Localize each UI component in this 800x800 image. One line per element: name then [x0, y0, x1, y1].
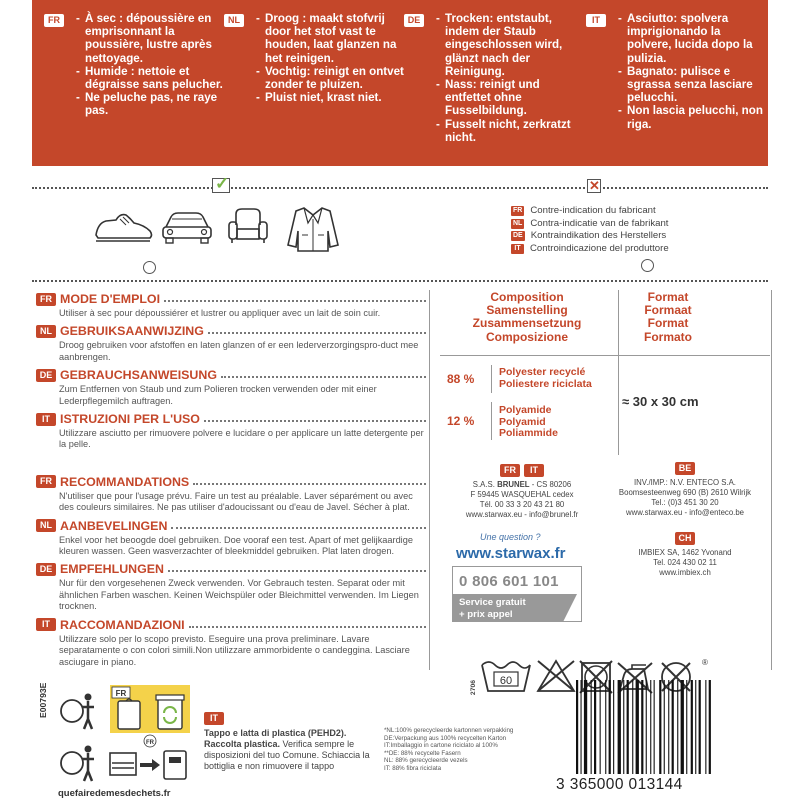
website-link[interactable]: www.starwax.fr	[456, 545, 566, 562]
contra-item: DE Kontraindikation des Herstellers	[513, 230, 667, 242]
lang-badge-nl: NL	[224, 14, 244, 27]
box-icon	[118, 701, 140, 729]
address-be: BE INV./IMP.: N.V. ENTECO S.A. Boomsesteenweg 690 (B) 2610 Wilrijk Tel.: (0)3 451 30 20 www.starwax.eu - info@enteco.be	[618, 463, 752, 517]
dotted-separator	[32, 187, 768, 189]
recycling-website[interactable]: quefairedemesdechets.fr	[58, 788, 171, 799]
contra-indication-list	[511, 205, 669, 255]
paper-bin-icon	[164, 751, 186, 779]
service-banner: Service gratuit + prix appel	[453, 594, 563, 622]
lang-badge-it: IT	[586, 14, 606, 27]
shoe-icon	[92, 205, 156, 247]
unsuitable-radio	[641, 259, 654, 272]
triman-icon	[61, 694, 94, 730]
description-item: - Vochtig: reinigt en ontvet zonder te pluizen.	[256, 65, 406, 91]
description-item: - Asciutto: spolvera imprigionando la polvere, lucida dopo la pulizia.	[618, 12, 768, 65]
instruction-nl: NL GEBRUIKSAANWIJZING Droog gebruiken voor afstoffen en laten glanzen of er een lederverzorgingspro-duct mee aanbrengen.	[36, 324, 426, 363]
car-icon	[160, 205, 214, 247]
description-item: - Fusselt nicht, zerkratzt nicht.	[436, 118, 586, 144]
recycling-bin-icon	[156, 695, 184, 729]
description-nl	[224, 12, 406, 104]
composition-percent: 12 %	[447, 414, 475, 428]
description-item: - Bagnato: pulisce e sgrassa senza lasciare pelucchi.	[618, 65, 768, 105]
address-ch: CH IMBIEX SA, 1462 Yvonand Tel. 024 430 02 11 www.imbiex.ch	[638, 533, 732, 577]
question-label: Une question ?	[480, 532, 541, 542]
cross-icon: ✕	[589, 178, 600, 193]
armchair-icon	[226, 205, 270, 247]
recommendation-fr: FR RECOMMANDATIONS N'utiliser que pour l'usage prévu. Faire un test au préalable. Laver séparément ou avec des couleurs similaires. Ne pas utiliser d'adoucissant ou d'eau de Javel. Sécher à plat.	[36, 475, 426, 514]
recommendation-nl: NL AANBEVELINGEN Enkel voor het beoogde doel gebruiken. Doe vooraf een test. Apart of met gelijkaardige kleuren wassen. Geen wasverzachter of bleekmiddel gebruiken. Plat laten drogen.	[36, 519, 426, 558]
section-title: EMPFEHLUNGEN	[60, 562, 164, 577]
description-it	[586, 12, 768, 131]
reference-code: E00793E	[38, 682, 48, 718]
composition-divider	[440, 355, 770, 356]
column-divider	[618, 290, 619, 455]
description-item: - Trocken: entstaubt, indem der Staub eingeschlossen wird, glänzt nach der Reinigung.	[436, 12, 586, 78]
recycling-notes: *NL:100% gerecycleerde kartonnen verpakking DE:Verpackung aus 100% recycelten Karton IT:Imballaggio in cartone riciclato al 100% **DE: 88% recycelte Fasern NL: 88% gerecycleerde vezels IT: 88% fibra riciclata	[384, 727, 514, 772]
arrow-icon	[140, 759, 160, 771]
suitable-checkbox	[212, 174, 230, 193]
instruction-fr: FR MODE D'EMPLOI Utiliser à sec pour dépoussiérer et lustrer ou appliquer avec un lait de soin cuir.	[36, 292, 426, 319]
address-fr-it: FR IT S.A.S. BRUNEL - CS 80206 F 59445 WASQUEHAL cedex Tél. 00 33 3 20 43 21 80 www.starwax.eu - info@brunel.fr	[465, 465, 579, 519]
description-item: - Droog : maakt stofvrij door het stof vast te houden, laat glanzen na het reinigen.	[256, 12, 406, 65]
section-title: GEBRAUCHSANWEISUNG	[60, 368, 217, 383]
registered-mark: ®	[702, 658, 708, 667]
format-title: Format Formaat Format Formato	[644, 290, 692, 344]
description-item: - Pluist niet, krast niet.	[256, 91, 406, 104]
lang-badge-fr: FR	[44, 14, 64, 27]
format-size: ≈ 30 x 30 cm	[622, 394, 699, 409]
description-item: - Non lascia pelucchi, non riga.	[618, 104, 768, 130]
instructions-column	[36, 292, 426, 673]
fr-badge: FR	[115, 689, 127, 698]
phone-box	[452, 566, 582, 622]
description-item: - Ne peluche pas, ne raye pas.	[76, 91, 226, 117]
composition-material: Polyamide Polyamid Poliammide	[499, 404, 558, 440]
composition-title: Composition Samenstelling Zusammensetzung Composizione	[472, 290, 582, 344]
barcode-number: 3 365000 013144	[556, 776, 683, 793]
instruction-it: IT ISTRUZIONI PER L'USO Utilizzare asciutto per rimuovere polvere e lucidare o per applicare un latte detergente per la pelle.	[36, 412, 426, 451]
description-item: - Nass: reinigt und entfettet ohne Fusselbildung.	[436, 78, 586, 118]
contra-item: IT Controindicazione del produttore	[511, 243, 669, 256]
carton-icon	[110, 753, 136, 775]
section-title: RECOMMANDATIONS	[60, 474, 190, 489]
section-title: AANBEVELINGEN	[60, 518, 168, 533]
section-title: MODE D'EMPLOI	[60, 292, 161, 306]
leather-jacket-icon	[286, 205, 340, 253]
section-title: GEBRUIKSAANWIJZING	[60, 324, 204, 339]
wash-60-icon	[482, 662, 530, 691]
dotted-separator	[32, 280, 768, 282]
description-item: - À sec : dépoussière en emprisonnant la poussière, lustre après nettoyage.	[76, 12, 226, 65]
column-divider	[429, 290, 430, 670]
suitable-radio	[143, 261, 156, 274]
top-description-band	[32, 0, 768, 166]
contra-item: NL Contra-indicatie van de fabrikant	[513, 217, 669, 229]
description-item: - Humide : nettoie et dégraisse sans pelucher.	[76, 65, 226, 91]
svg-text:60: 60	[499, 675, 513, 687]
lang-badge-de: DE	[404, 14, 424, 27]
unsuitable-checkbox	[587, 179, 601, 193]
check-icon: ✓	[215, 174, 230, 193]
recommendation-it: IT RACCOMANDAZIONI Utilizzare solo per lo scopo previsto. Eseguire una prova preliminare. Lavare separatamente o con colori simili.Non utilizzare ammorbidente o candeggina. Lasciare asciugare in piano.	[36, 618, 426, 668]
phone-number[interactable]: 0 806 601 101	[459, 573, 559, 590]
section-title: ISTRUZIONI PER L'USO	[60, 412, 200, 427]
recommendation-de: DE EMPFEHLUNGEN Nur für den vorgesehenen Zweck verwenden. Vor Gebrauch testen. Separat oder mit ähnlichen Farben waschen. Keinen Weichspüler oder Bleichmittel verwenden. Im Liegen trocknen.	[36, 562, 426, 612]
description-de	[404, 12, 586, 144]
contra-item: FR Contre-indication du fabricant	[513, 205, 656, 216]
column-divider	[771, 290, 772, 670]
instruction-de: DE GEBRAUCHSANWEISUNG Zum Entfernen von Staub und zum Polieren trocken verwenden oder mit einer Lederpflegemilch auftragen.	[36, 368, 426, 407]
plastic-recycling-info: IT Tappo e latta di plastica (PEHD2). Raccolta plastica. Verifica sempre le disposizioni del tuo Comune. Schiaccia la bottiglia e non rimuovere il tappo	[204, 713, 370, 771]
composition-material: Polyester recyclé Poliestere riciclata	[499, 366, 592, 390]
svg-text:FR: FR	[146, 740, 154, 746]
triman-icon	[61, 746, 94, 782]
description-fr	[44, 12, 226, 118]
recycling-info-graphic	[58, 683, 198, 789]
section-title: RACCOMANDAZIONI	[60, 617, 185, 632]
composition-percent: 88 %	[447, 372, 475, 386]
care-code: 2706	[470, 679, 478, 696]
